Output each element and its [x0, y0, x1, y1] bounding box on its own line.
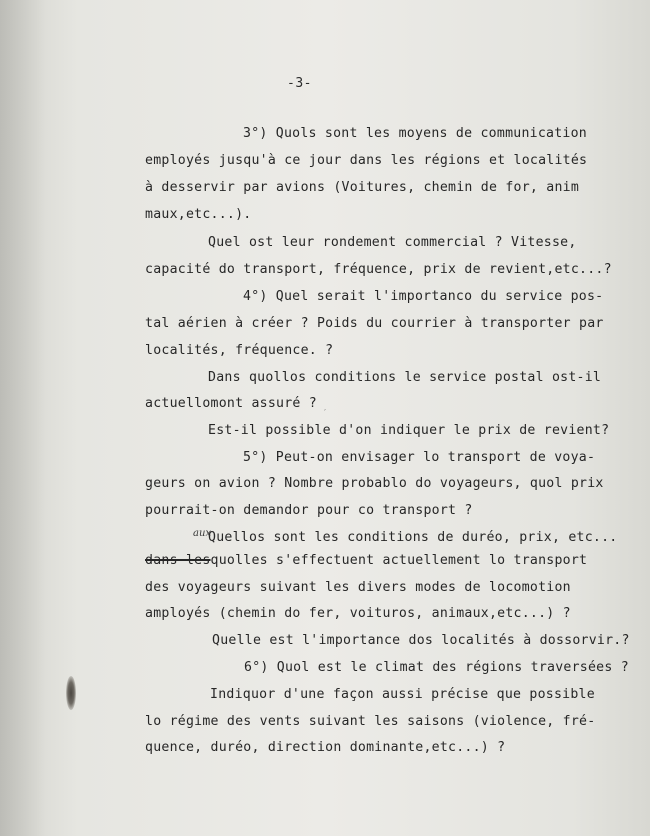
text-line: Quellos sont les conditions de duréo, prix, etc... — [208, 530, 618, 545]
text-line: maux,etc...). — [145, 207, 252, 222]
text-line: tal aérien à créer ? Poids du courrier à transporter par — [145, 316, 604, 331]
text-line-remainder: quolles s'effectuent actuellement lo transport — [210, 553, 588, 568]
ink-stain — [66, 676, 76, 710]
text-line: employés jusqu'à ce jour dans les régions et localités — [145, 153, 588, 168]
text-line: localités, fréquence. ? — [145, 343, 334, 358]
text-line: 3°) Quols sont les moyens de communication — [243, 126, 587, 141]
text-line: 4°) Quel serait l'importanco du service pos- — [243, 289, 604, 304]
text-line: Quelle est l'importance dos localités à dossorvir.? — [212, 633, 630, 648]
text-line: lo régime des vents suivant les saisons (violence, fré- — [145, 714, 596, 729]
handwritten-insertion: aux — [193, 528, 212, 539]
text-line-with-correction — [145, 553, 587, 569]
struck-text: dans les — [145, 553, 211, 568]
text-line: capacité do transport, fréquence, prix de revient,etc...? — [145, 262, 612, 277]
text-line: Quel ost leur rondement commercial ? Vitesse, — [208, 235, 577, 250]
text-line: Dans quollos conditions le service postal ost-il — [208, 370, 602, 385]
page-shadow — [0, 0, 46, 836]
text-line: des voyageurs suivant les divers modes de locomotion — [145, 580, 571, 595]
text-line: à desservir par avions (Voitures, chemin de for, anim — [145, 180, 580, 195]
text-line: quence, duréo, direction dominante,etc...) ? — [145, 740, 506, 755]
text-line: 5°) Peut-on envisager lo transport de voya- — [243, 450, 596, 465]
text-line: Est-il possible d'on indiquer le prix de revient? — [208, 423, 610, 438]
text-line: actuellomont assuré ? — [145, 396, 317, 411]
text-line: amployés (chemin do fer, voituros, animaux,etc...) ? — [145, 606, 571, 621]
pencil-mark: ′ — [322, 408, 329, 419]
page-number: -3- — [287, 76, 312, 91]
text-line: 6°) Quol est le climat des régions traversées ? — [244, 660, 629, 675]
text-line: pourrait-on demandor pour co transport ? — [145, 503, 473, 518]
text-line: geurs on avion ? Nombre probablo do voyageurs, quol prix — [145, 476, 604, 491]
text-line: Indiquor d'une façon aussi précise que possible — [210, 687, 595, 702]
